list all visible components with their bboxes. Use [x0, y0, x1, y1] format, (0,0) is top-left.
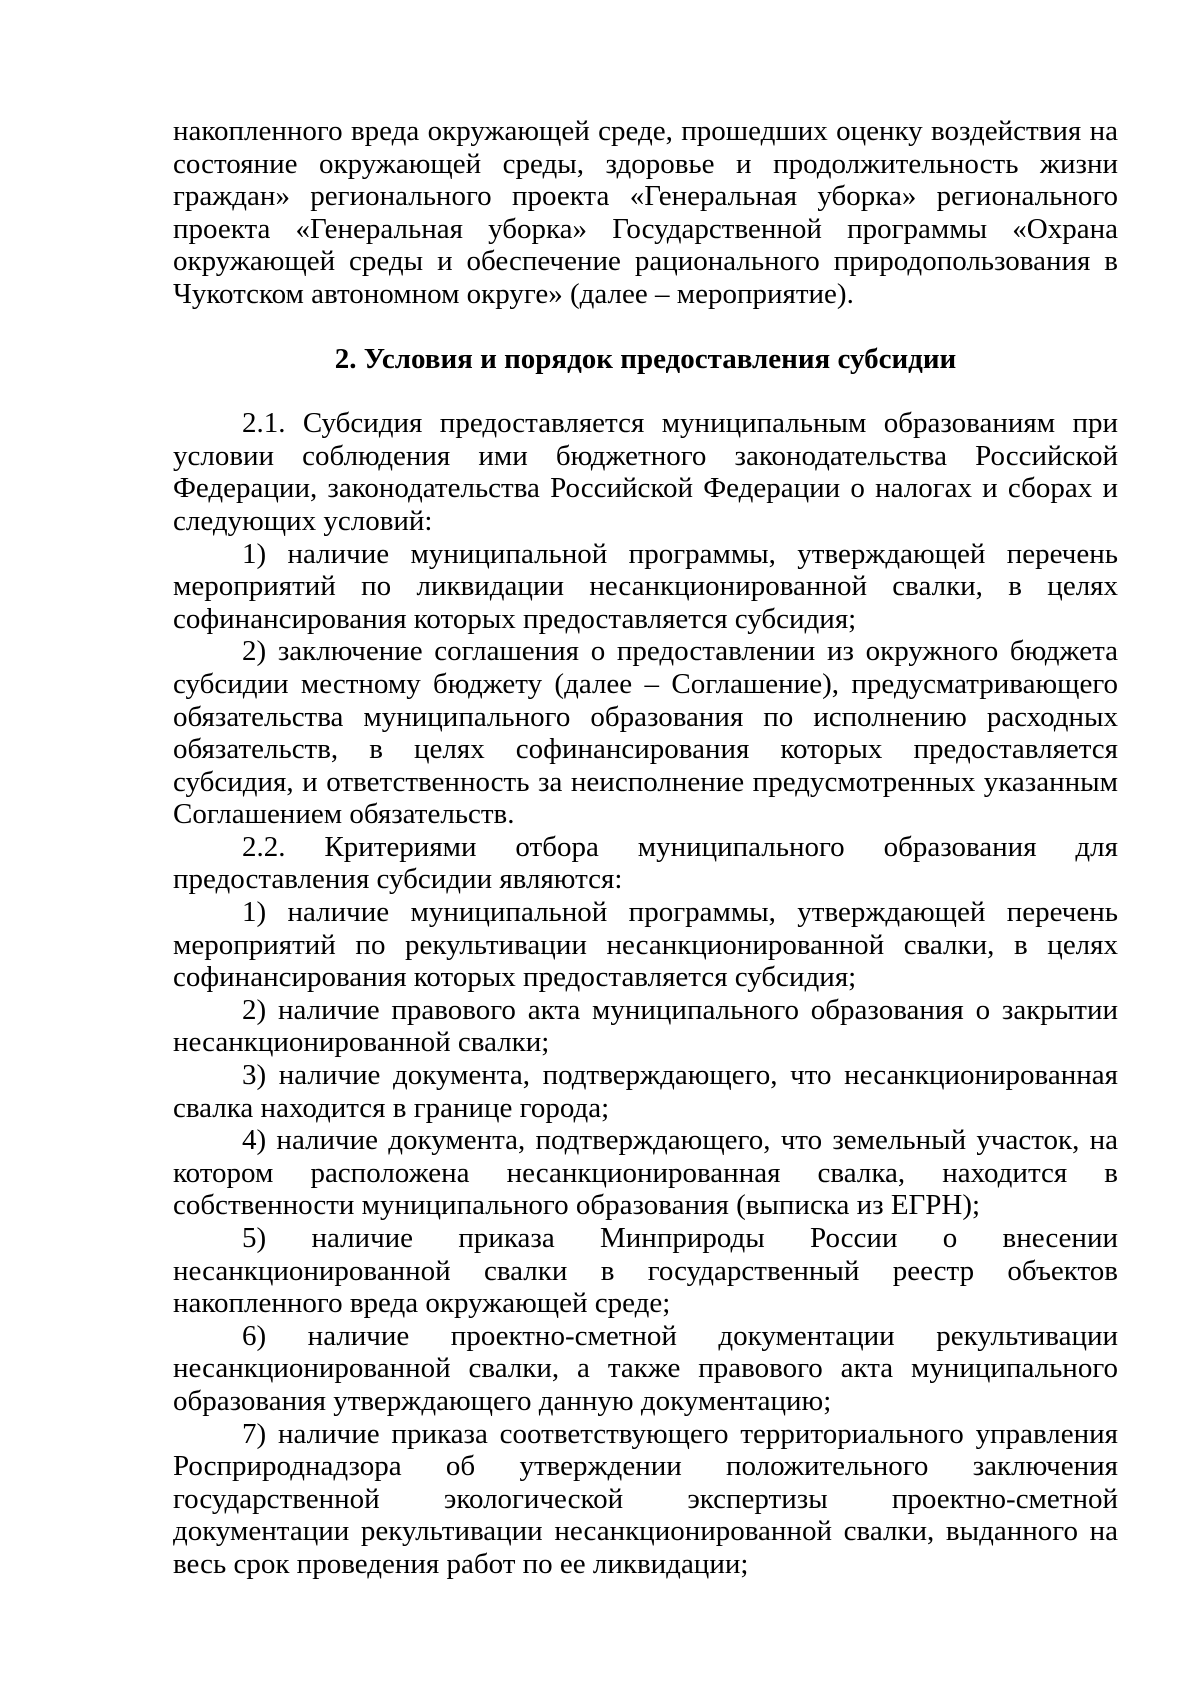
paragraph-2-2-item-7: 7) наличие приказа соответствующего территориального управления Росприроднадзора об утверждении положительного заключения государственной экологической экспертизы проектно-сметной документации рекультивации несанкционированной свалки, выданного на весь срок проведения работ по ее ликвидации;	[173, 1417, 1118, 1580]
paragraph-2-2-item-2: 2) наличие правового акта муниципального образования о закрытии несанкционированной свалки;	[173, 993, 1118, 1059]
paragraph-2-1-item-2: 2) заключение соглашения о предоставлении из окружного бюджета субсидии местному бюджету (далее – Соглашение), предусматривающего обязательства муниципального образования по исполнению расходных обязательств, в целях софинансирования которых предоставляется субсидия, и ответственность за неисполнение предусмотренных указанным Соглашением обязательств.	[173, 635, 1118, 831]
paragraph-2-2-item-4: 4) наличие документа, подтверждающего, что земельный участок, на котором расположена несанкционированная свалка, находится в собственности муниципального образования (выписка из ЕГРН);	[173, 1124, 1118, 1222]
paragraph-2-2-item-1: 1) наличие муниципальной программы, утверждающей перечень мероприятий по рекультивации несанкционированной свалки, в целях софинансирования которых предоставляется субсидия;	[173, 896, 1118, 994]
paragraph-2-2-item-5: 5) наличие приказа Минприроды России о внесении несанкционированной свалки в государственный реестр объектов накопленного вреда окружающей среде;	[173, 1222, 1118, 1320]
section-heading: 2. Условия и порядок предоставления субсидии	[334, 342, 957, 375]
paragraph-2-1-item-1: 1) наличие муниципальной программы, утверждающей перечень мероприятий по ликвидации несанкционированной свалки, в целях софинансирования которых предоставляется субсидия;	[173, 537, 1118, 635]
intro-paragraph: накопленного вреда окружающей среде, прошедших оценку воздействия на состояние окружающей среды, здоровье и продолжительность жизни граждан» регионального проекта «Генеральная уборка» регионального проекта «Генеральная уборка» Государственной программы «Охрана окружающей среды и обеспечение рационального природопользования в Чукотском автономном округе» (далее – мероприятие).	[173, 115, 1118, 310]
document-body	[173, 115, 1118, 1581]
paragraph-2-2: 2.2. Критериями отбора муниципального образования для предоставления субсидии являются:	[173, 830, 1118, 896]
paragraph-2-2-item-3: 3) наличие документа, подтверждающего, что несанкционированная свалка находится в границе города;	[173, 1059, 1118, 1124]
paragraph-2-1: 2.1. Субсидия предоставляется муниципальным образованиям при условии соблюдения ими бюджетного законодательства Российской Федерации, законодательства Российской Федерации о налогах и сборах и следующих условий:	[173, 407, 1118, 537]
paragraph-2-2-item-6: 6) наличие проектно-сметной документации рекультивации несанкционированной свалки, а также правового акта муниципального образования утверждающего данную документацию;	[173, 1319, 1118, 1417]
